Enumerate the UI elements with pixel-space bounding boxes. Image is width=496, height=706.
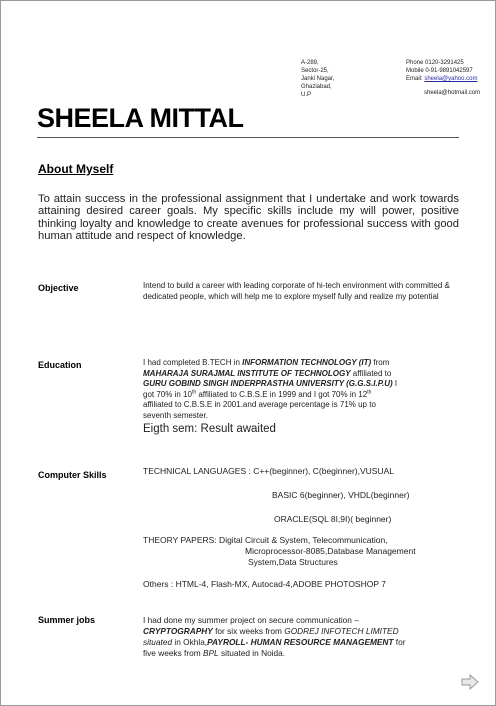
address-block xyxy=(301,59,334,99)
summer-line: in Okhla, xyxy=(172,637,208,647)
skills-label: Computer Skills xyxy=(38,470,107,480)
address-line: A-289, xyxy=(301,60,319,66)
objective-label: Objective xyxy=(38,283,79,293)
edu-text: affiliated to xyxy=(350,368,392,378)
summer-label: Summer jobs xyxy=(38,615,96,625)
summer-text xyxy=(143,615,459,659)
summer-line: for six weeks from xyxy=(212,626,285,636)
edu-sup: th xyxy=(191,388,197,395)
contact-block xyxy=(406,59,477,83)
objective-text: Intend to build a career with leading corporate of hi-tech environment with committed & dedicated people, which will help me to explore myself fully and realize my potential xyxy=(143,281,450,301)
edu-sup: th xyxy=(367,388,372,395)
about-heading: About Myself xyxy=(38,162,114,176)
address-line: Sector-25, xyxy=(301,68,329,74)
edu-degree: INFORMATION TECHNOLOGY (IT) xyxy=(242,358,372,367)
email-label: Email: xyxy=(406,76,423,82)
email-link[interactable]: sheela@yahoo.com xyxy=(424,76,478,82)
about-text: To attain success in the professional assignment that I undertake and work towards attaining desired career goals. My specific skills include my will power, positive thinking loyalty and knowledge to create avenues for professional success with good human attitude and respect of knowledge. xyxy=(38,193,459,243)
email-secondary: sheela@hotmail.com xyxy=(424,90,481,96)
skills-tech-line: ORACLE(SQL 8I,9I)( beginner) xyxy=(274,514,392,524)
summer-line: for xyxy=(393,637,406,647)
edu-text: from xyxy=(371,358,390,367)
summer-project: PAYROLL- HUMAN RESOURCE MANAGEMENT xyxy=(207,637,394,647)
education-text xyxy=(143,358,459,436)
skills-others-line: Others : HTML-4, Flash-MX, Autocad-4,ADOBE PHOTOSHOP 7 xyxy=(143,579,386,589)
skills-tech-line: TECHNICAL LANGUAGES : C++(beginner), C(beginner),VUSUAL xyxy=(143,466,394,476)
address-line: Janki Nagar, xyxy=(301,76,335,82)
edu-result: Eigth sem: Result awaited xyxy=(143,423,276,435)
email-line xyxy=(406,75,477,83)
summer-company: GODREJ INFOTECH LIMITED xyxy=(284,626,399,636)
edu-university: GURU GOBIND SINGH INDERPRASTHA UNIVERSITY (G.G.S.I.P.U) xyxy=(143,379,393,388)
edu-text: seventh semester. xyxy=(143,410,208,420)
edu-text: affiliated to C.B.S.E in 2001.and average percentage is 71% up to xyxy=(143,400,376,409)
candidate-name: SHEELA MITTAL xyxy=(37,103,244,133)
skills-theory-line: Microprocessor-8085,Database Management xyxy=(245,546,416,556)
address-line: U.P xyxy=(301,92,312,98)
summer-line: situated xyxy=(143,637,173,647)
edu-institute: MAHARAJA SURAJMAL INSTITUTE OF TECHNOLOGY xyxy=(143,368,351,378)
summer-line: situated in Noida. xyxy=(218,648,286,658)
edu-text: got 70% in 10 xyxy=(143,389,192,399)
mobile-text: Mobile 0-91-9891042597 xyxy=(406,68,473,74)
phone-text: Phone 0120-3291425 xyxy=(406,60,464,66)
edu-text: I xyxy=(392,379,398,388)
education-label: Education xyxy=(38,360,82,370)
summer-project: CRYPTOGRAPHY xyxy=(143,626,213,636)
header-divider xyxy=(37,137,459,138)
skills-tech-line: BASIC 6(beginner), VHDL(beginner) xyxy=(272,490,410,500)
edu-text: I had completed B.TECH in xyxy=(143,358,243,367)
summer-line: five weeks from xyxy=(143,648,203,658)
next-page-arrow-icon[interactable] xyxy=(460,673,480,691)
summer-line: I had done my summer project on secure communication – xyxy=(143,615,359,625)
skills-theory-line: THEORY PAPERS: Digital Circuit & System, Telecommunication, xyxy=(143,535,388,545)
address-line: Ghaziabad, xyxy=(301,84,332,90)
edu-text: affiliated to C.B.S.E in 1999 and I got 70% in 12 xyxy=(196,389,368,399)
skills-theory-line: System,Data Structures xyxy=(248,557,338,567)
summer-company: BPL xyxy=(202,648,219,658)
